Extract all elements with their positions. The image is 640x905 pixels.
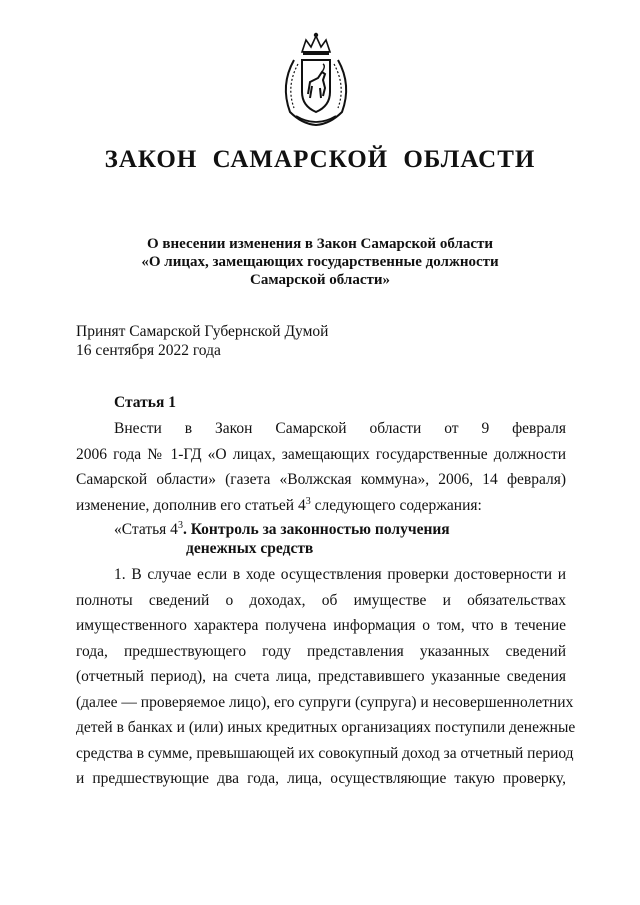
new-article-title: . Контроль за законностью получения (182, 521, 450, 538)
text-line: детей в банках и (или) иных кредитных организациях поступили денежные (76, 719, 576, 736)
law-subtitle (100, 235, 540, 289)
subtitle-line: О внесении изменения в Закон Самарской области (146, 236, 494, 252)
adoption-info (76, 322, 328, 360)
text-line: и предшествующие два года, лица, осуществляющие такую проверку, (76, 770, 566, 787)
coat-of-arms-icon (276, 30, 356, 128)
text-line: полноты сведений о доходах, об имуществе и обязательствах (76, 591, 566, 609)
new-article-title-line (114, 520, 450, 539)
text-line: 1. В случае если в ходе осуществления проверки достоверности и (114, 566, 566, 583)
text-line: средства в сумме, превышающей их совокупный доход за отчетный период (76, 744, 574, 762)
superscript: 3 (305, 495, 311, 507)
subtitle-line: «О лицах, замещающих государственные должности (141, 254, 499, 270)
text-line: Самарской области» (газета «Волжская коммуна», 2006, 14 февраля) (76, 471, 566, 488)
article-heading: Статья 1 (114, 394, 176, 411)
subtitle-line: Самарской области» (250, 272, 390, 288)
new-article-prefix: «Статья 4 (114, 521, 178, 538)
text-line (76, 493, 566, 519)
text-fragment: изменение, дополнив его статьей 4 (76, 496, 306, 514)
superscript: 3 (177, 519, 183, 531)
text-line: (далее — проверяемое лицо), его супруги (супруга) и несовершеннолетних (76, 693, 574, 711)
text-line: года, предшествующего году представления указанных сведений (76, 642, 566, 660)
text-fragment: следующего содержания: (310, 496, 482, 514)
text-line: Внести в Закон Самарской области от 9 февраля (114, 420, 566, 437)
text-line: 2006 года № 1-ГД «О лицах, замещающих государственные должности (76, 445, 566, 463)
adoption-date: 16 сентября 2022 года (76, 342, 221, 359)
new-article-heading (114, 520, 450, 558)
clause-text (76, 562, 576, 792)
text-line: (отчетный период), на счета лица, представившего указанные сведения (76, 668, 566, 685)
text-line: имущественного характера получена информация о том, что в течение (76, 617, 566, 634)
law-title: ЗАКОН САМАРСКОЙ ОБЛАСТИ (104, 146, 536, 173)
new-article-title-line: денежных средств (186, 540, 314, 557)
adoption-line: Принят Самарской Губернской Думой (76, 323, 329, 340)
article-text (76, 416, 566, 518)
